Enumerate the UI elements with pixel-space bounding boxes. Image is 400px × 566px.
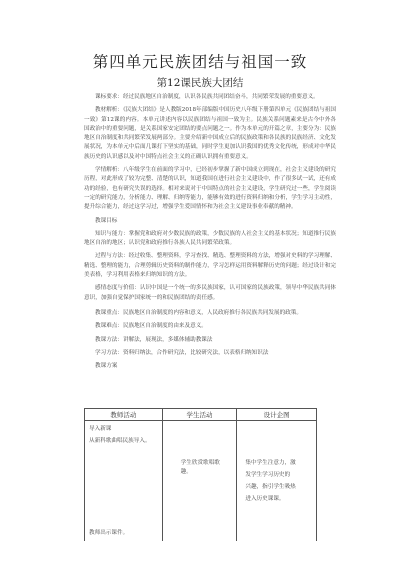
textbook-analysis: 教材解析：《民族大团结》是人教版2018年部编版中国历史八年级下册第四单元《民族团结与祖国一致》第12课的内容。本单元讲述内容以民族团结与祖国一致为主。民族关系问题素来是古今中外各国政治中的重要问题，是关系国家安定团结的要点问题之一。作为本单元的开篇之章，主要分为：民族地区自治制度和共同繁荣发展两部分。主要介绍新中国成立后的民族政策和各民族的民族经济、文化发展状况，为本单元中后面几课打下坚实的基础，同时学生更加认识我国的优秀文化传统，形成对中华民族历史的认识感以及对中国特点社会主义的正确认识拥有重要意义。 xyxy=(84,107,336,160)
teaching-goals-heading: 教课目标 xyxy=(95,217,118,224)
learning-methods: 学习方法：资料归纳法，合作研究法，比较研究法，以表格归纳知识法 xyxy=(95,349,269,356)
teaching-methods: 教课方法：讲解法，展现法，多媒体辅助教课法 xyxy=(95,336,213,343)
curriculum-requirement: 课标要求：经过民族地区自治制度，认识各民族共同团结奋斗，共同繁荣发展的重要意义。 xyxy=(95,94,319,100)
header-student-activity: 学生活动 xyxy=(162,409,237,421)
teacher-activity-cell xyxy=(85,421,163,542)
teacher-line: 导入新课 xyxy=(89,426,112,432)
header-design-intent: 设计企图 xyxy=(237,409,317,421)
design-line: 兴趣，指引学生吸热 xyxy=(245,484,296,490)
table-row xyxy=(85,421,317,542)
design-intent-cell xyxy=(237,421,317,542)
table-header-row xyxy=(85,409,317,421)
lesson-body xyxy=(84,93,336,375)
header-teacher-activity: 教师活动 xyxy=(85,409,163,421)
teacher-line: 从新科歌曲唱民族导入。 xyxy=(89,438,151,444)
learner-analysis: 学情解析：八年级学生在前面的学习中，已经初步掌握了新中国成立到现在，社会主义建设的研究历程，对此形成了较为完整、清楚的认识，知道我国在进行社会主义建设中，作了很多试一试，还有成功的经验，也有研究失误的选择。相对来说对于中国特点的社会主义建设，学生研究过一些，学生阅读一定的研究能力，分析能力、理解、归纳等能力，能够有效的进行资料归纳和分析，学生学习主动性，提升综合能力，经过这学习过，增强学生爱国情怀和为社会主义建设事业奉献的精神。 xyxy=(84,167,336,211)
student-line: 趣。 xyxy=(180,469,192,475)
student-line: 学生欣赏歌唱歌 xyxy=(180,460,220,466)
attitude-value-goal: 感情态度与价值：认识中国是一个统一的多民族国家，认可国家的民族政策，领导中华民族共同体意识，加强自觉保护国家统一的和民族团结的责任感。 xyxy=(84,285,336,301)
design-line: 进入历史课课。 xyxy=(245,496,285,502)
teaching-plan-heading: 教课方案 xyxy=(95,363,118,370)
teaching-difficulty: 教课难点：民族地区自治制度的由来及意义。 xyxy=(95,323,207,330)
unit-title: 第四单元民族团结与祖国一致 xyxy=(92,53,308,71)
knowledge-ability-goal: 知识与能力：掌握党和政府对少数民族的政策，少数民族的人社会主义的基本状况；知道推行民族地区自治的地区；认识党和政府推行各族人民共同繁荣政策。 xyxy=(84,230,336,247)
process-method-goal: 过程与方法：经过收集、整理资料，学习查找、精选、整理资料的方法，增强对史料的学习理解、精选、整理的能力，合理剪辑历史资料的制作能力，学习怎样运用资料解释历史的问题；经过设计和完美表格，学习利用表格来归纳知识的方法。 xyxy=(84,253,336,279)
lesson-title: 第12课民族大团结 xyxy=(156,77,244,89)
design-line: 集中学生注意力，激 xyxy=(245,460,296,466)
design-line: 发学生学习历史的 xyxy=(245,472,291,478)
teaching-focus: 教课重点：民族地区自治制度的内容和意义，人民政府推行各民族共同发展的政策。 xyxy=(95,309,302,316)
teacher-line: 教师出示课件。 xyxy=(89,530,129,536)
lesson-plan-table xyxy=(84,408,317,541)
student-activity-cell xyxy=(162,421,237,542)
